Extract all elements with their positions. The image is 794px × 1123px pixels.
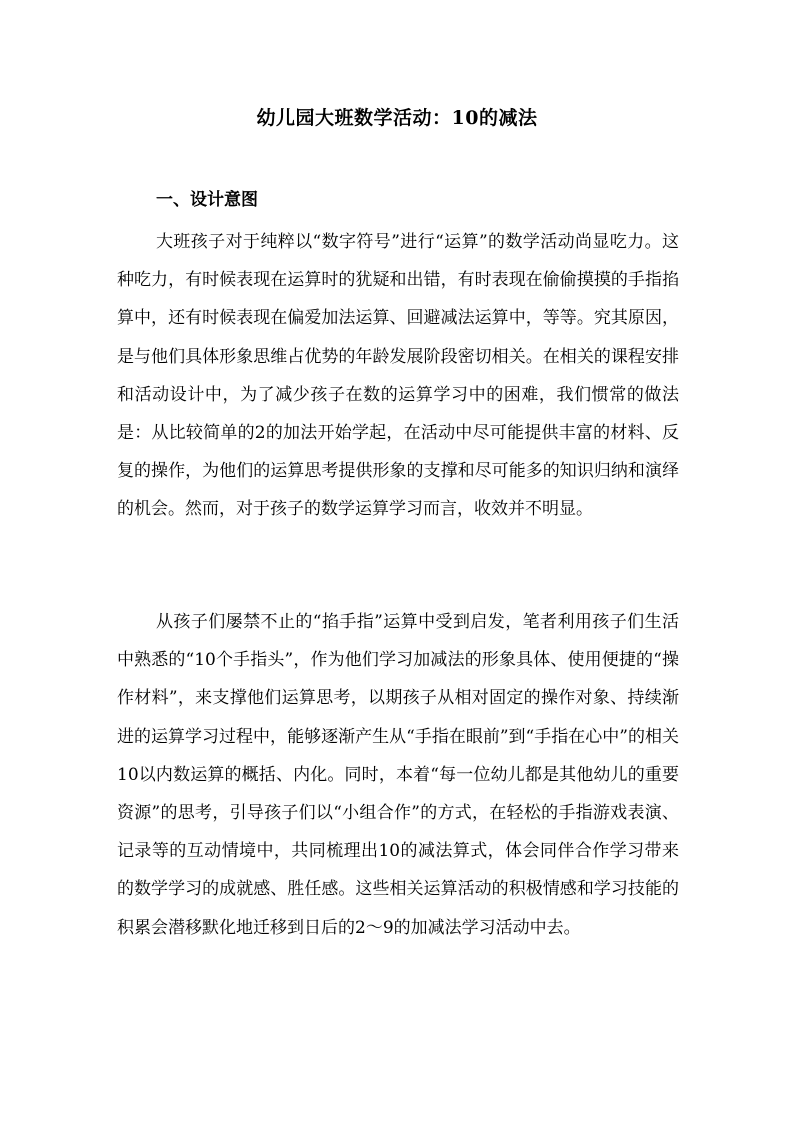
- body-paragraph-2: 从孩子们屡禁不止的“掐手指”运算中受到启发，笔者利用孩子们生活中熟悉的“10个手指头”，作为他们学习加减法的形象具体、使用便捷的“操作材料”，来支撑他们运算思考，以期孩子从相对固定的操作对象、持续渐进的运算学习过程中，能够逐渐产生从“手指在眼前”到“手指在心中”的相关10以内数运算的概括、内化。同时，本着“每一位幼儿都是其他幼儿的重要资源”的思考，引导孩子们以“小组合作”的方式，在轻松的手指游戏表演、记录等的互动情境中，共同梳理出10的减法算式，体会同伴合作学习带来的数学学习的成就感、胜任感。这些相关运算活动的积极情感和学习技能的积累会潜移默化地迁移到日后的2～9的加减法学习活动中去。: [117, 612, 679, 938]
- body-paragraph-1: 大班孩子对于纯粹以“数字符号”进行“运算”的数学活动尚显吃力。这种吃力，有时候表现在运算时的犹疑和出错，有时表现在偷偷摸摸的手指掐算中，还有时候表现在偏爱加法运算、回避减法运算中，等等。究其原因，是与他们具体形象思维占优势的年龄发展阶段密切相关。在相关的课程安排和活动设计中，为了减少孩子在数的运算学习中的困难，我们惯常的做法是：从比较简单的2的加法开始学起，在活动中尽可能提供丰富的材料、反复的操作，为他们的运算思考提供形象的支撑和尽可能多的知识归纳和演绎的机会。然而，对于孩子的数学运算学习而言，收效并不明显。: [117, 232, 679, 520]
- section-heading-design-intent: 一、设计意图: [156, 190, 258, 210]
- document-title: 幼儿园大班数学活动：10的减法: [256, 107, 538, 129]
